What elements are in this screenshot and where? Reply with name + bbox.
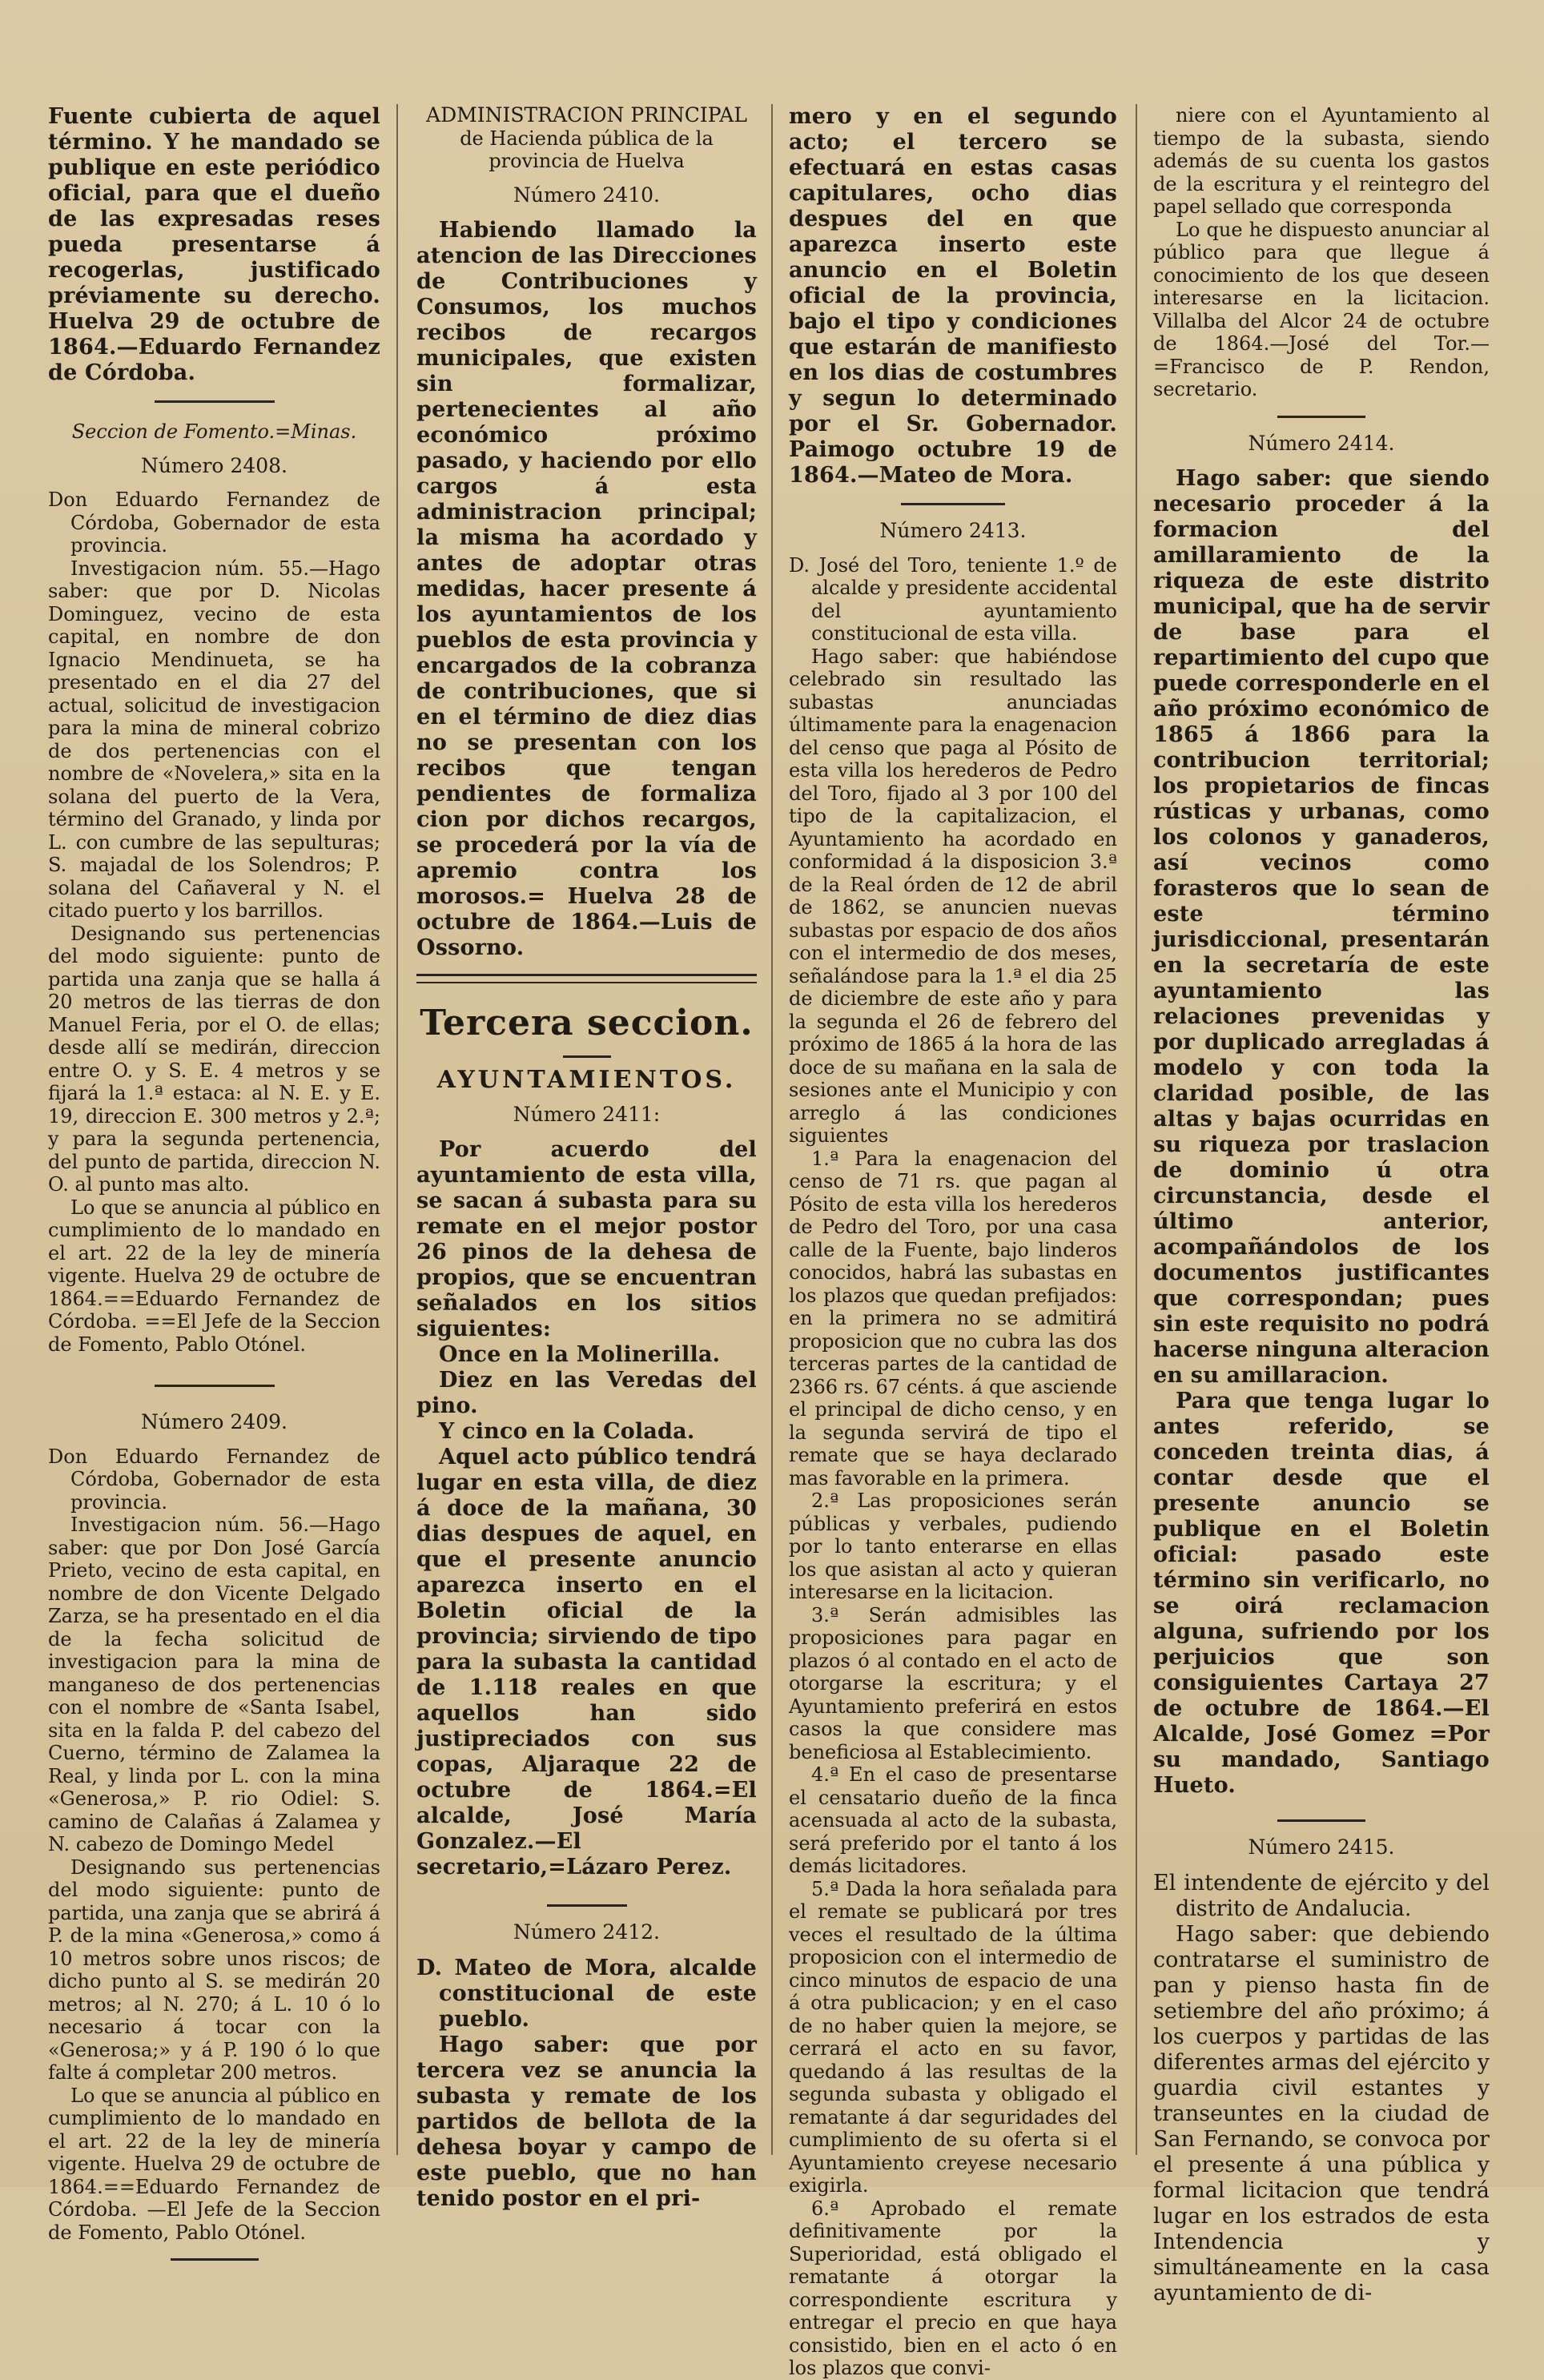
notice-text: Lo que se anuncia al público en cumplimiento de lo mandado en el art. 22 de la ley de minería vigente. Huelva 29 de octubre de 1864.==Eduardo Fernandez de Córdoba. —El Jefe de la Seccion de Fomento, Pablo Otónel. <box>48 2084 380 2244</box>
separator <box>1277 416 1365 418</box>
notice-text: D. Mateo de Mora, alcalde constitucional de este pueblo. <box>416 1955 757 2032</box>
section-heading: de Hacienda pública de la provincia de Huelva <box>460 127 714 172</box>
section-heading: ADMINISTRACION PRINCIPAL <box>426 103 747 127</box>
notice-text: 6.ª Aprobado el remate definitivamente por la Superioridad, está obligado el rematante á otorgar la correspondiente escritura y entregar el precio en que haya consistido, bien en el acto ó en los plazos que convi- <box>789 2197 1117 2379</box>
notice-text: Lo que he dispuesto anunciar al público para que llegue á conocimiento de los que deseen interesarse en la licitacion. Villalba del Alcor 24 de octubre de 1864.—José del Tor.—=Francisco de P. Rendon, secretario. <box>1153 218 1490 400</box>
notice-text: Hago saber: que siendo necesario proceder á la formacion del amillaramiento de la riqueza de este distrito municipal, que ha de servir de base para el repartimiento del cupo que puede corresponderle en el año próximo económico de 1865 á 1866 para la contribucion territorial; los propietarios de fincas rústicas y urbanas, como los colonos y ganaderos, así vecinos como forasteros que lo sean de este término jurisdiccional, presentarán en la secretaría de este ayuntamiento las relaciones prevenidas y por duplicado arregladas á modelo y con toda la claridad posible, de las altas y bajas ocurridas en su riqueza por traslacion de dominio ú otra circunstancia, desde el último anterior, acompañándolos de los documentos justificantes que correspondan; pues sin este requisito no podrá hacerse ninguna alteracion en su amillaracion. <box>1153 466 1490 1388</box>
notice-text: Hago saber: que debiendo contratarse el suministro de pan y pienso hasta fin de setiembre del año próximo; á los cuerpos y partidas de las diferentes armas del ejército y guardia civil estantes y transeuntes en la ciudad de San Fernando, se convoca por el presente á una pública y formal licitacion que tendrá lugar en los estrados de esta Intendencia y simultáneamente en la casa ayuntamiento de di- <box>1153 1921 1490 2306</box>
notice-text: Once en la Molinerilla. <box>439 1342 721 1367</box>
notice-number: Número 2413. <box>879 519 1027 542</box>
separator <box>901 503 1005 505</box>
notice-text: 3.ª Serán admisibles las proposiciones para pagar en plazos ó al contado en el acto de otorgarse la escritura; y el Ayuntamiento preferirá en estos casos la que considere mas beneficiosa al Establecimiento. <box>789 1603 1117 1763</box>
notice-text: Investigacion núm. 56.—Hago saber: que por Don José García Prieto, vecino de esta capital, en nombre de don Vicente Delgado Zarza, se ha presentado en el dia de la fecha solicitud de investigacion para la mina de manganeso de dos pertenencias con el nombre de «Santa Isabel, sita en la falda P. del cabezo del Cuerno, término de Zalamea la Real, y linda por L. con la mina «Generosa,» P. rio Odiel: S. camino de Calañas á Zalamea y N. cabezo de Domingo Medel <box>48 1514 380 1855</box>
section-title: Tercera seccion. <box>420 1003 754 1043</box>
notice-text: Designando sus pertenencias del modo siguiente: punto de partida una zanja que se halla á 20 metros de las tierras de don Manuel Feria, por el O. de ellas; desde allí se medirán, direccion entre O. y S. E. 4 metros y se fijará la 1.ª estaca: al N. E. y E. 19, direccion E. 300 metros y 2.ª; y para la segunda pertenencia, del punto de partida, direccion N. O. al punto mas alto. <box>48 922 380 1196</box>
notice-number: Número 2409. <box>141 1410 287 1433</box>
notice-text: Fuente cubierta de aquel término. Y he mandado se publique en este periódico oficial, para que el dueño de las expresadas reses pueda presentarse á recogerlas, justificado préviamente su derecho. Huelva 29 de octubre de 1864.—Eduardo Fernandez de Córdoba. <box>48 104 380 385</box>
notice-text: Por acuerdo del ayuntamiento de esta villa, se sacan á subasta para su remate en el mejor postor 26 pinos de la dehesa de propios, que se encuentran señalados en los sitios siguientes: <box>416 1137 757 1341</box>
notice-text: Y cinco en la Colada. <box>439 1419 695 1444</box>
notice-text: Hago saber: que habiéndose celebrado sin resultado las subastas anunciadas últimamente para la enagenacion del censo que paga al Pósito de esta villa los herederos de Pedro del Toro, fijado al 3 por 100 del tipo de la capitalizacion, el Ayuntamiento ha acordado en conformidad á la disposicion 3.ª de la Real órden de 12 de abril de 1862, se anuncien nuevas subastas por espacio de dos años con el intermedio de dos meses, señalándose para la 1.ª el dia 25 de diciembre de este año y para la segunda el 26 de febrero del próximo de 1865 á la hora de las doce de su mañana en la sala de sesiones ante el Municipio y con arreglo á las condiciones siguientes <box>789 645 1117 1147</box>
notice-text: Para que tenga lugar lo antes referido, se conceden treinta dias, á contar desde que el presente anuncio se publique en el Boletin oficial: pasado este término sin verificarlo, no se oirá reclamacion alguna, sufriendo por los perjuicios que son consiguientes Cartaya 27 de octubre de 1864.—El Alcalde, José Gomez =Por su mandado, Santiago Hueto. <box>1153 1389 1490 1798</box>
notice-text: Designando sus pertenencias del modo siguiente: punto de partida, una zanja que se abrirá á P. de la mina «Generosa,» como á 10 metros sobre unos riscos; de dicho punto al S. se medirán 20 metros; al N. 270; á L. 10 ó lo necesario á tocar con la «Generosa;» y á P. 190 ó lo que falte á completar 200 metros. <box>48 1855 380 2084</box>
notice-text: Aquel acto público tendrá lugar en esta villa, de diez á doce de la mañana, 30 dias despues de aquel, en que el presente anuncio aparezca inserto en el Boletin oficial de la provincia; sirviendo de tipo para la subasta la cantidad de 1.118 reales en que aquellos han sido justipreciados con sus copas, Aljaraque 22 de octubre de 1864.=El alcalde, José María Gonzalez.—El secretario,=Lázaro Perez. <box>416 1445 757 1879</box>
separator <box>547 1904 627 1907</box>
separator <box>155 400 275 403</box>
column-divider <box>1136 104 1137 2155</box>
notice-text: 4.ª En el caso de presentarse el censatario dueño de la finca acensuada al acto de la subasta, será preferido por el tanto á los demás licitadores. <box>789 1763 1117 1877</box>
column-divider <box>396 104 398 2155</box>
column-3 <box>789 104 1117 2379</box>
separator <box>563 1055 611 1058</box>
notice-text: Don Eduardo Fernandez de Córdoba, Gobernador de esta provincia. <box>48 488 380 557</box>
notice-text: Don Eduardo Fernandez de Córdoba, Gobernador de esta provincia. <box>48 1445 380 1514</box>
separator <box>155 1385 275 1387</box>
notice-number: Número 2410. <box>513 183 660 207</box>
section-subtitle: AYUNTAMIENTOS. <box>436 1066 737 1094</box>
notice-text: D. José del Toro, teniente 1.º de alcalde y presidente accidental del ayuntamiento constitucional de esta villa. <box>789 553 1117 645</box>
notice-text: 1.ª Para la enagenacion del censo de 71 rs. que pagan al Pósito de esta villa los herederos de Pedro del Toro, por una casa calle de la Fuente, bajo linderos conocidos, habrá las subastas en los plazos que quedan prefijados: en la primera no se admitirá proposicion que no cubra las dos terceras partes de la cantidad de 2366 rs. 67 cénts. á que asciende el principal de dicho censo, y en la segunda servirá de tipo el remate que se haya declarado mas favorable en la primera. <box>789 1147 1117 1490</box>
notice-text: 2.ª Las proposiciones serán públicas y verbales, pudiendo por lo tanto enterarse en ellas los que asistan al acto y quieran interesarse en la licitacion. <box>789 1490 1117 1603</box>
notice-text: niere con el Ayuntamiento al tiempo de la subasta, siendo además de su cuenta los gastos de la escritura y el reintegro del papel sellado que corresponda <box>1153 104 1490 218</box>
column-1 <box>48 104 380 2244</box>
notice-number: Número 2411: <box>513 1102 661 1126</box>
notice-number: Número 2412. <box>513 1920 660 1944</box>
notice-number: Número 2408. <box>141 453 287 477</box>
notice-number: Número 2414. <box>1248 431 1395 455</box>
notice-text: Diez en las Veredas del pino. <box>416 1368 757 1418</box>
separator <box>1277 1819 1365 1822</box>
notice-text: Habiendo llamado la atencion de las Direcciones de Contribuciones y Consumos, los muchos recibos de recargos municipales, que existen sin formalizar, pertenecientes al año económico próximo pasado, y haciendo por ello cargos á esta administracion principal; la misma ha acordado y antes de adoptar otras medidas, hacer presente á los ayuntamientos de los pueblos de esta provincia y encargados de la cobranza de contribuciones, que si en el término de diez dias no se presentan con los recibos que tengan pendientes de formaliza cion por dichos recargos, se procederá por la vía de apremio contra los morosos.= Huelva 28 de octubre de 1864.—Luis de Ossorno. <box>416 218 757 960</box>
notice-text: Hago saber: que por tercera vez se anuncia la subasta y remate de los partidos de bellota de la dehesa boyar y campo de este pueblo, que no han tenido postor en el pri- <box>416 2032 757 2211</box>
notice-text: 5.ª Dada la hora señalada para el remate se publicará por tres veces el resultado de la última proposicion con el intermedio de cinco minutos de espacio de una á otra publicacion; y en el caso de no haber quien la mejore, se cerrará el acto en su favor, quedando á las resultas de la segunda subasta y obligado el rematante á dar seguridades del cumplimiento de su oferta si el Ayuntamiento creyese necesario exigirla. <box>789 1877 1117 2197</box>
notice-text: Investigacion núm. 55.—Hago saber: que por D. Nicolas Dominguez, vecino de esta capital, en nombre de don Ignacio Mendinueta, se ha presentado en el dia 27 del actual, solicitud de investigacion para la mina de mineral cobrizo de dos pertenencias con el nombre de «Novelera,» sita en la solana del puerto de la Vera, término del Granado, y linda por L. con cumbre de las sepulturas; S. majadal de los Solendros; P. solana del Cañaveral y N. el citado puerto y los barrillos. <box>48 557 380 922</box>
separator <box>416 974 757 983</box>
separator <box>171 2258 259 2261</box>
notice-text: Lo que se anuncia al público en cumplimiento de lo mandado en el art. 22 de la ley de minería vigente. Huelva 29 de octubre de 1864.==Eduardo Fernandez de Córdoba. ==El Jefe de la Seccion de Fomento, Pablo Otónel. <box>48 1196 380 1356</box>
column-divider <box>771 104 773 2155</box>
section-label: Seccion de Fomento.=Minas. <box>71 420 357 443</box>
column-2 <box>416 103 757 2211</box>
column-4 <box>1153 104 1490 2306</box>
notice-text: El intendente de ejército y del distrito de Andalucia. <box>1153 1870 1490 1921</box>
notice-number: Número 2415. <box>1248 1835 1395 1859</box>
notice-text: mero y en el segundo acto; el tercero se efectuará en estas casas capitulares, ocho dias despues del en que aparezca inserto este anuncio en el Boletin oficial de la provincia, bajo el tipo y condiciones que estarán de manifiesto en los dias de costumbres y segun lo determinado por el Sr. Gobernador. Paimogo octubre 19 de 1864.—Mateo de Mora. <box>789 104 1117 488</box>
